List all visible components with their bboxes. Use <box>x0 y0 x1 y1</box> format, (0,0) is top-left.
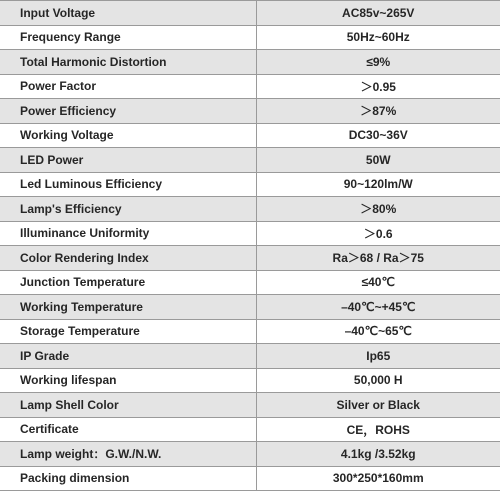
spec-row-frequency-range <box>0 25 500 50</box>
spec-label: Working Voltage <box>0 123 256 148</box>
spec-value: 300*250*160mm <box>256 466 500 491</box>
spec-value: CE，ROHS <box>256 417 500 442</box>
spec-label: Working Temperature <box>0 295 256 320</box>
spec-value: –40℃~+45℃ <box>256 295 500 320</box>
spec-label: Packing dimension <box>0 466 256 491</box>
spec-value: ＞0.95 <box>256 74 500 99</box>
spec-value: Silver or Black <box>256 393 500 418</box>
spec-value: 50W <box>256 148 500 173</box>
spec-label: Storage Temperature <box>0 319 256 344</box>
spec-value: ＞80% <box>256 197 500 222</box>
spec-row-power-efficiency <box>0 99 500 124</box>
spec-label: Power Efficiency <box>0 99 256 124</box>
spec-row-storage-temperature <box>0 319 500 344</box>
spec-value: ≤9% <box>256 50 500 75</box>
spec-row-total-harmonic-distortion <box>0 50 500 75</box>
spec-row-input-voltage <box>0 1 500 26</box>
spec-value: ＞0.6 <box>256 221 500 246</box>
spec-row-packing-dimension <box>0 466 500 491</box>
spec-row-working-voltage <box>0 123 500 148</box>
spec-value: 50Hz~60Hz <box>256 25 500 50</box>
spec-value: AC85v~265V <box>256 1 500 26</box>
spec-value: ≤40℃ <box>256 270 500 295</box>
spec-value: 4.1kg /3.52kg <box>256 442 500 467</box>
spec-value: ＞87% <box>256 99 500 124</box>
spec-label: Lamp Shell Color <box>0 393 256 418</box>
spec-value: 90~120lm/W <box>256 172 500 197</box>
spec-label: Power Factor <box>0 74 256 99</box>
spec-row-lamp-shell-color <box>0 393 500 418</box>
spec-value: –40℃~65℃ <box>256 319 500 344</box>
spec-value: 50,000 H <box>256 368 500 393</box>
spec-row-lamp-weight <box>0 442 500 467</box>
spec-label: Junction Temperature <box>0 270 256 295</box>
spec-label: Illuminance Uniformity <box>0 221 256 246</box>
spec-label: Input Voltage <box>0 1 256 26</box>
spec-label: IP Grade <box>0 344 256 369</box>
spec-label: Certificate <box>0 417 256 442</box>
spec-row-ip-grade <box>0 344 500 369</box>
spec-label: Lamp weight：G.W./N.W. <box>0 442 256 467</box>
spec-label: Total Harmonic Distortion <box>0 50 256 75</box>
spec-row-junction-temperature <box>0 270 500 295</box>
spec-row-led-power <box>0 148 500 173</box>
spec-row-lamps-efficiency <box>0 197 500 222</box>
spec-row-power-factor <box>0 74 500 99</box>
spec-row-working-lifespan <box>0 368 500 393</box>
spec-label: Led Luminous Efficiency <box>0 172 256 197</box>
spec-label: Lamp's Efficiency <box>0 197 256 222</box>
spec-row-working-temperature <box>0 295 500 320</box>
spec-value: Ra＞68 / Ra＞75 <box>256 246 500 271</box>
spec-label: Frequency Range <box>0 25 256 50</box>
spec-row-certificate <box>0 417 500 442</box>
spec-row-led-luminous-efficiency <box>0 172 500 197</box>
spec-row-illuminance-uniformity <box>0 221 500 246</box>
spec-value: DC30~36V <box>256 123 500 148</box>
spec-row-color-rendering-index <box>0 246 500 271</box>
spec-label: LED Power <box>0 148 256 173</box>
spec-label: Working lifespan <box>0 368 256 393</box>
spec-label: Color Rendering Index <box>0 246 256 271</box>
spec-value: Ip65 <box>256 344 500 369</box>
